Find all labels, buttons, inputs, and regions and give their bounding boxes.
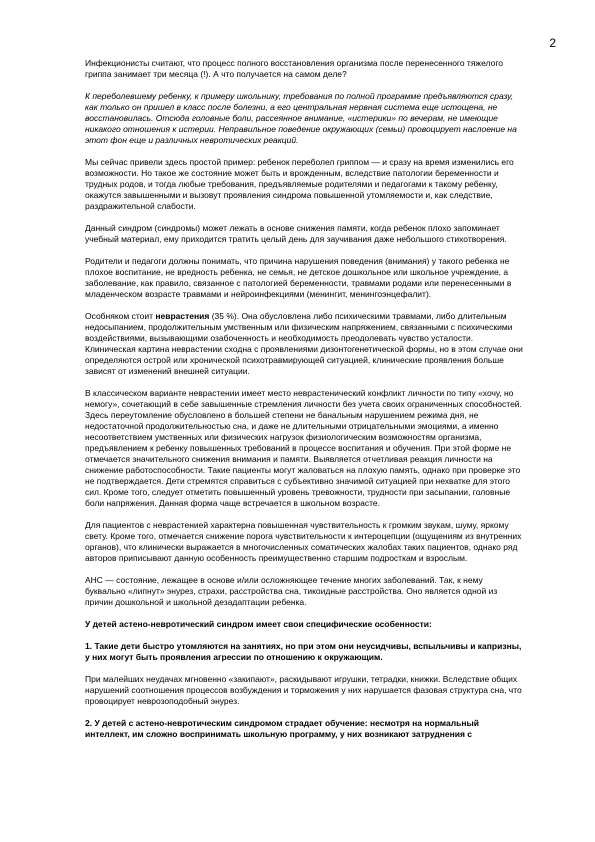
paragraph-flu-recovery: Инфекционисты считают, что процесс полного восстановления организма после перенесенного тяжелого гриппа занимает три месяца (!). А что получается на самом деле? <box>85 58 503 79</box>
paragraph-neurasthenia <box>85 311 525 377</box>
paragraph-feature-1-details: При малейших неудачах мгновенно «закипают», раскидывают игрушки, тетрадки, книжки. Вследствие общих нарушений соотношения процессов возбуждения и торможения у них нарушается фазовая структура сна, что провоцирует неврозоподобный энурез. <box>85 674 522 706</box>
paragraph-ans: АНС — состояние, лежащее в основе и/или осложняющее течение многих заболеваний. Так, к нему буквально «липнут» энурез, страхи, расстройства сна, тикоидные расстройства. Оно является одной из причин дошкольной и школьной дезадаптации ребенка. <box>85 575 498 607</box>
paragraph-feature-2: 2. У детей с астено-невротическим синдромом страдает обучение: несмотря на нормальный интеллект, им сложно воспринимать школьную программу, у них возникают затруднения с <box>85 718 479 739</box>
paragraph-schoolchild-example: К переболевшему ребенку, к примеру школьнику, требования по полной программе предъявляются сразу, как только он пришел в класс после болезни, а его центральная нервная система еще истощена, не восстановилась. Отсюда головные боли, рассеянное внимание, «истерики» по вечерам, не имеющие никакого отношения к истерии. Неправильное поведение окружающих (семьи) провоцирует наслоение на этот фон еще и различных невротических реакций. <box>85 91 517 145</box>
paragraph-parents-teachers: Родители и педагоги должны понимать, что причина нарушения поведения (внимания) у такого ребенка не плохое воспитание, не вредность ребенка, не семья, не детское дошкольное или школьное учреждение, а заболевание, как правило, связанное с патологией беременности, травмами родами или перенесенными в младенческом возрасте травмами и нейроинфекциями (менингит, менингоэнцефалит). <box>85 256 512 299</box>
page-number: 2 <box>549 36 556 50</box>
paragraph-congenital-condition: Мы сейчас привели здесь простой пример: ребенок переболел гриппом — и сразу на время изменились его возможности. Но такое же состояние может быть и врожденным, вследствие патологии беременности и трудных родов, и тогда любые требования, предъявляемые родителями и педагогами к такому ребенку, окажутся завышенными и вызовут проявления синдрома повышенной утомляемости и, как следствие, раздражительной слабости. <box>85 157 514 211</box>
neurasthenia-description: (35 %). Она обусловлена либо психическими травмами, либо длительным недосыпанием, продолжительным умственным или физическим напряжением, связанными с психическими воздействиями, вызывающими озабоченность и необходимость преодолевать чувство усталости. Клиническая картина неврастении сходна с проявлениями дизонтогенетической формы, но в этом случае они определяются острой или хронической психотравмирующей ситуацией, клинические проявления больше зависят от изменений внешней ситуации. <box>85 311 523 376</box>
paragraph-sensitivity: Для пациентов с неврастенией характерна повышенная чувствительность к громким звукам, шуму, яркому свету. Кроме того, отмечается снижение порога чувствительности к интероцепции (ощущениям из внутренних органов), что клинически выражается в многочисленных соматических жалобах таких пациентов, однако ряд авторов приписывают данную особенность преимущественно старшим подросткам и взрослым. <box>85 520 522 563</box>
body-text <box>85 58 525 751</box>
neurasthenia-intro: Особняком стоит <box>85 311 156 321</box>
paragraph-memory-decline: Данный синдром (синдромы) может лежать в основе снижения памяти, когда ребенок плохо запоминает учебный материал, ему приходится тратить целый день для заучивания даже небольшого стихотворения. <box>85 223 507 244</box>
paragraph-classic-neurasthenia: В классическом варианте неврастении имеет место неврастенический конфликт личности по типу «хочу, но немогу», сочетающий в себе завышенные стремления личности без учета своих ограниченных способностей. Здесь переутомление обусловлено в большей степени не банальным нарушением режима дня, не недостаточной продолжительностью сна, и даже не длительными отрицательными эмоциями, а именно несоответствием умственных или физических нагрузок физиологическим возможностям организма, предъявлением к ребенку повышенных требований в процессе воспитания и обучения. При этой форме не отмечается значительного снижения внимания и памяти. Выявляется отчетливая реакция личности на снижение работоспособности. Такие пациенты могут жаловаться на плохую память, однако при проверке это не подтверждается. Дети стремятся справиться с субъективно значимой ситуацией при нехватке для этого сил. Кроме того, следует отметить повышенный уровень тревожности, трудности при засыпании, головные боли напряжения. Данная форма чаще встречается в школьном возрасте. <box>85 388 522 508</box>
neurasthenia-term: неврастения <box>155 311 210 321</box>
paragraph-feature-1: 1. Такие дети быстро утомляются на занятиях, но при этом они неусидчивы, вспыльчивы и капризны, у них могут быть проявления агрессии по отношению к окружающим. <box>85 641 522 662</box>
paragraph-features-heading: У детей астено-невротический синдром имеет свои специфические особенности: <box>85 619 432 629</box>
